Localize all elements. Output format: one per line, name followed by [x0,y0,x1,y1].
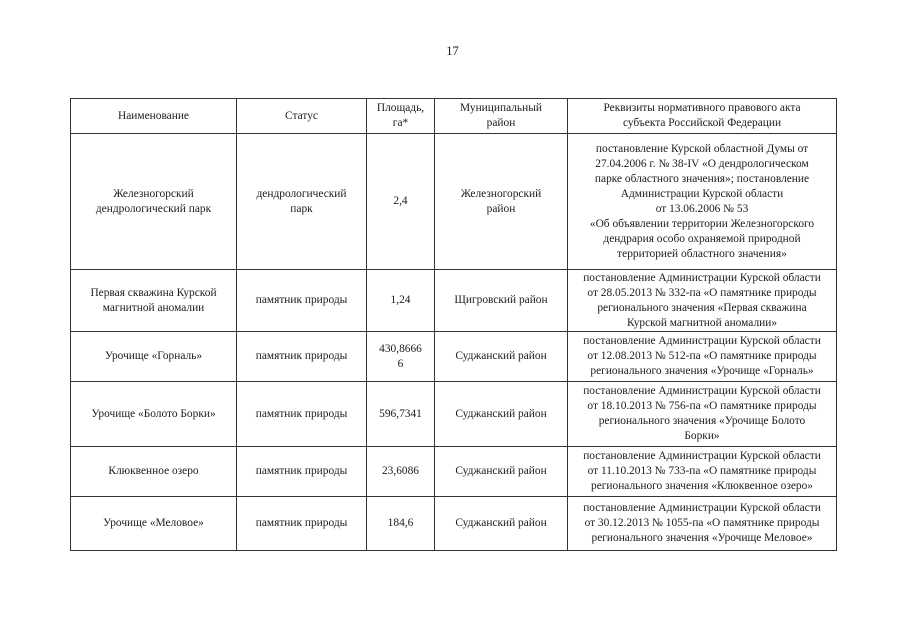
cell-legal-act: постановление Администрации Курской области от 12.08.2013 № 512-па «О памятнике природы регионального значения «Урочище «Горналь» [568,332,837,382]
cell-name: Железногорский дендрологический парк [71,134,237,270]
header-status: Статус [237,99,367,134]
cell-area: 1,24 [367,270,435,332]
cell-name: Урочище «Горналь» [71,332,237,382]
header-district: Муниципальный район [435,99,568,134]
cell-name: Урочище «Болото Борки» [71,382,237,447]
cell-status: памятник природы [237,270,367,332]
table-row [71,447,837,497]
cell-status: памятник природы [237,332,367,382]
table-row [71,270,837,332]
page-number: 17 [446,44,459,58]
table-header-row [71,99,837,134]
cell-district: Железногорский район [435,134,568,270]
cell-area: 184,6 [367,497,435,551]
cell-legal-act: постановление Администрации Курской области от 18.10.2013 № 756-па «О памятнике природы регионального значения «Урочище Болото Борки» [568,382,837,447]
cell-status: памятник природы [237,497,367,551]
header-legal-act: Реквизиты нормативного правового акта субъекта Российской Федерации [568,99,837,134]
cell-district: Суджанский район [435,497,568,551]
table-row [71,134,837,270]
cell-status: памятник природы [237,382,367,447]
cell-district: Щигровский район [435,270,568,332]
cell-legal-act: постановление Администрации Курской области от 11.10.2013 № 733-па «О памятнике природы регионального значения «Клюквенное озеро» [568,447,837,497]
cell-name: Первая скважина Курской магнитной аномалии [71,270,237,332]
table-row [71,332,837,382]
cell-legal-act: постановление Курской областной Думы от 27.04.2006 г. № 38-IV «О дендрологическом парке областного значения»; постановление Администрации Курской области от 13.06.2006 № 53 «Об объявлении территории Железногорского дендрария особо охраняемой природной территорией областного значения» [568,134,837,270]
protected-areas-table [70,98,837,551]
cell-area: 430,8666 6 [367,332,435,382]
header-area: Площадь, га* [367,99,435,134]
cell-legal-act: постановление Администрации Курской области от 30.12.2013 № 1055-па «О памятнике природы регионального значения «Урочище Меловое» [568,497,837,551]
cell-legal-act: постановление Администрации Курской области от 28.05.2013 № 332-па «О памятнике природы регионального значения «Первая скважина Курской магнитной аномалии» [568,270,837,332]
cell-name: Клюквенное озеро [71,447,237,497]
cell-district: Суджанский район [435,447,568,497]
cell-status: дендрологический парк [237,134,367,270]
cell-area: 596,7341 [367,382,435,447]
table-row [71,497,837,551]
table-row [71,382,837,447]
cell-name: Урочище «Меловое» [71,497,237,551]
cell-area: 23,6086 [367,447,435,497]
header-name: Наименование [71,99,237,134]
cell-district: Суджанский район [435,332,568,382]
cell-area: 2,4 [367,134,435,270]
cell-status: памятник природы [237,447,367,497]
cell-district: Суджанский район [435,382,568,447]
